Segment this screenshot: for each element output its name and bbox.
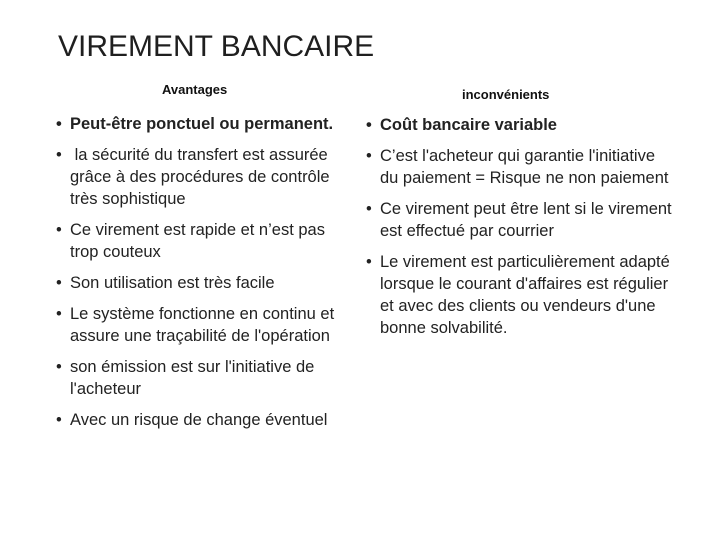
bullet-icon: • [366,116,372,134]
bullet-icon: • [56,221,62,239]
advantages-heading: Avantages [162,82,228,97]
bullet-icon: • [56,305,62,323]
slide-title: VIREMENT BANCAIRE [58,30,375,63]
bullet-icon: • [56,358,62,376]
list-item-text: Le système fonctionne en continu et assure une traçabilité de l'opération [70,305,335,345]
list-item [56,113,356,135]
bullet-icon: • [56,274,62,292]
list-item-text: la sécurité du transfert est assurée grâce à des procédures de contrôle très sophistique [70,146,335,208]
list-item [56,144,356,210]
list-item [366,114,672,136]
list-item-text: Le virement est particulièrement adapté lorsque le courant d'affaires est régulier et avec des clients ou vendeurs d'une bonne solvabilité. [380,253,670,337]
list-item-text: Son utilisation est très facile [70,274,275,292]
bullet-icon: • [366,200,372,218]
list-item [366,145,672,189]
bullet-icon: • [366,147,372,165]
list-item [56,409,356,431]
list-item-text: son émission est sur l'initiative de l'acheteur [70,358,315,398]
list-item-text: C’est l'acheteur qui garantie l'initiative du paiement = Risque ne non paiement [380,147,669,187]
list-item [56,272,356,294]
list-item-text: Coût bancaire variable [380,116,557,134]
bullet-icon: • [56,115,62,133]
bullet-icon: • [366,253,372,271]
list-item [366,198,672,242]
list-item [56,356,356,400]
list-item-text: Avec un risque de change éventuel [70,411,328,429]
disadvantages-list [366,114,672,348]
bullet-icon: • [56,411,62,429]
list-item [366,251,672,339]
bullet-icon: • [56,146,62,164]
advantages-list [56,113,356,440]
list-item-text: Peut-être ponctuel ou permanent. [70,115,334,133]
disadvantages-heading: inconvénients [462,87,550,102]
list-item-text: Ce virement peut être lent si le virement est effectué par courrier [380,200,672,240]
list-item-text: Ce virement est rapide et n’est pas trop couteux [70,221,325,261]
list-item [56,219,356,263]
list-item [56,303,356,347]
